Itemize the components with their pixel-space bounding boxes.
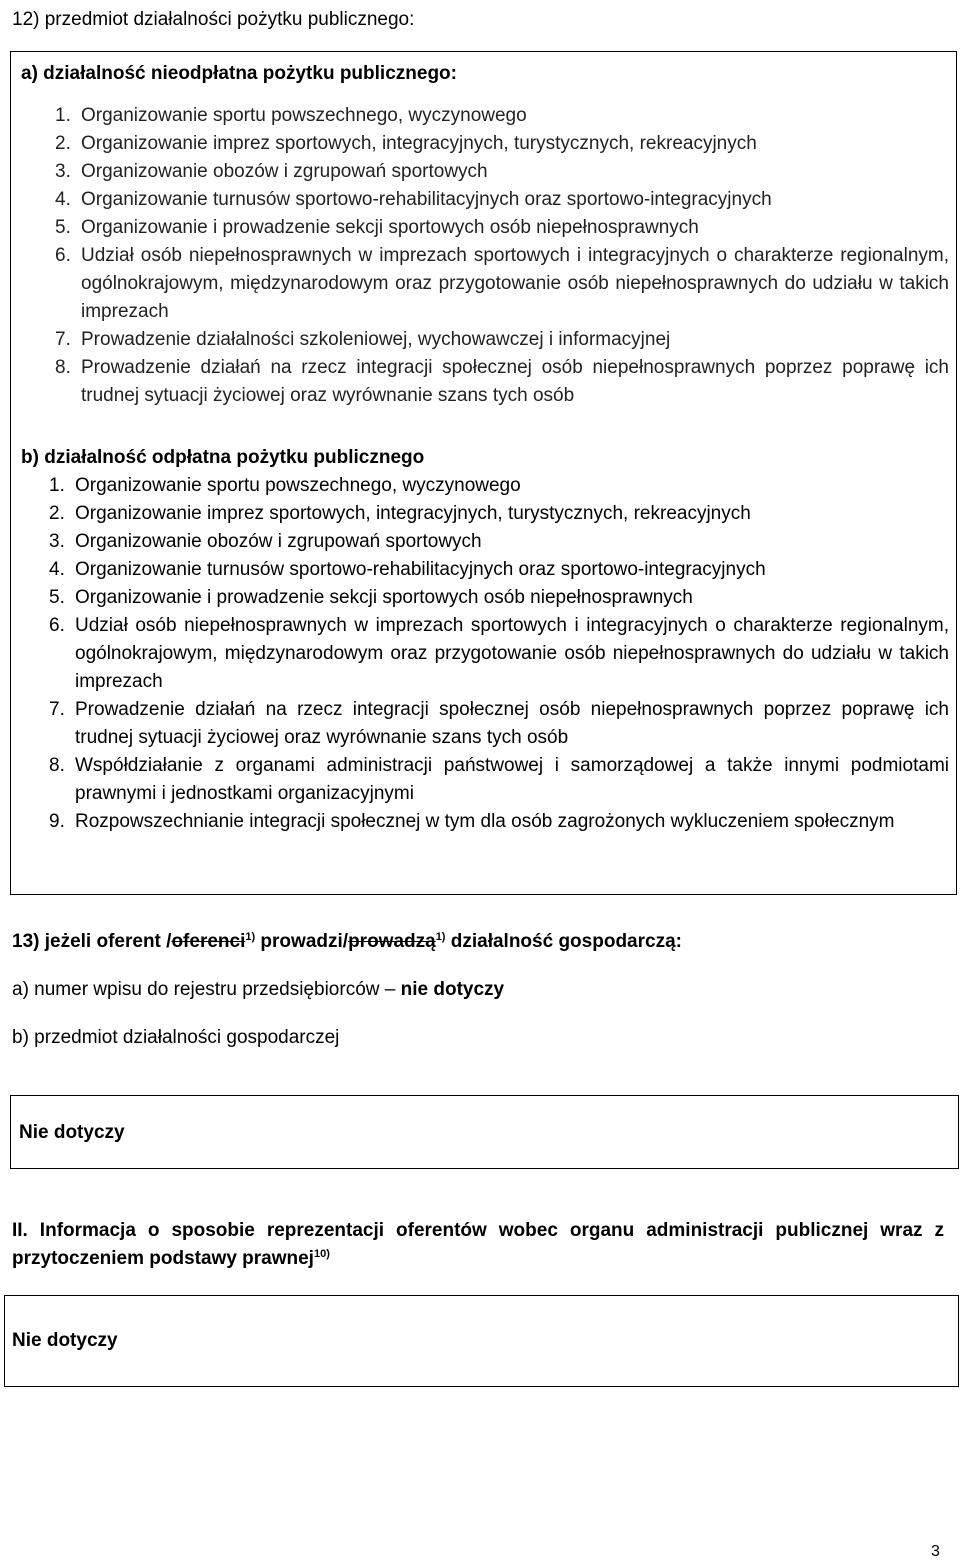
list-item-text: Organizowanie sportu powszechnego, wyczynowego [81,105,527,126]
list-item-text: Organizowanie turnusów sportowo-rehabilitacyjnych oraz sportowo-integracyjnych [81,189,772,210]
list-item-number: 8. [49,755,65,776]
list-item [49,612,949,696]
list-item-number: 2. [49,503,65,524]
list-item-number: 3. [49,531,65,552]
section-II-box-value: Nie dotyczy [12,1330,118,1351]
list-item-number: 8. [55,357,71,378]
section-12b-heading: b) działalność odpłatna pożytku publicznego [21,447,425,468]
list-item-text: Organizowanie imprez sportowych, integracyjnych, turystycznych, rekreacyjnych [81,133,757,154]
list-item [49,500,949,528]
list-item-number: 7. [49,699,65,720]
list-item-text: Udział osób niepełnosprawnych w imprezach sportowych i integracyjnych o charakterze regionalnym, ogólnokrajowym, międzynarodowym oraz przygotowanie osób niepełnosprawnych do udziału w takich imprezach [75,615,949,692]
list-item [55,242,949,326]
list-item-number: 7. [55,329,71,350]
list-item [55,214,949,242]
list-item [55,130,949,158]
list-item [55,354,949,410]
list-item [49,584,949,612]
list-item-number: 2. [55,133,71,154]
list-item-text: Rozpowszechnianie integracji społecznej w tym dla osób zagrożonych wykluczeniem społecznym [75,811,895,832]
list-item-number: 1. [49,475,65,496]
page-number: 3 [931,1543,940,1560]
section-12a-list [55,102,949,410]
list-item-number: 1. [55,105,71,126]
section-12a-heading: a) działalność nieodpłatna pożytku publicznego: [21,63,457,84]
list-item-text: Udział osób niepełnosprawnych w imprezach sportowych i integracyjnych o charakterze regionalnym, ogólnokrajowym, międzynarodowym oraz przygotowanie osób niepełnosprawnych do udziału w takich imprezach [81,245,949,322]
list-item-text: Prowadzenie działalności szkoleniowej, wychowawczej i informacyjnej [81,329,671,350]
list-item-text: Organizowanie turnusów sportowo-rehabilitacyjnych oraz sportowo-integracyjnych [75,559,766,580]
list-item [49,808,949,836]
list-item [49,696,949,752]
list-item [55,326,949,354]
section-13a-line [12,976,504,1004]
section-13-heading: 13) jeżeli oferent /oferenci$^{1)}$ prowadzi/prowadzą$^{1)}$ działalność gospodarczą: [12,931,682,952]
list-item-text: Organizowanie obozów i zgrupowań sportowych [81,161,488,182]
list-item-number: 6. [55,245,71,266]
list-item-text: Prowadzenie działań na rzecz integracji społecznej osób niepełnosprawnych poprzez poprawę ich trudnej sytuacji życiowej oraz wyrównanie szans tych osób [75,699,949,748]
list-item [49,752,949,808]
list-item-number: 3. [55,161,71,182]
list-item-number: 9. [49,811,65,832]
list-item-text: Prowadzenie działań na rzecz integracji społecznej osób niepełnosprawnych poprzez poprawę ich trudnej sytuacji życiowej oraz wyrównanie szans tych osób [81,357,949,406]
list-item [55,102,949,130]
section-12-box [10,51,957,895]
list-item [55,158,949,186]
list-item-text: Organizowanie i prowadzenie sekcji sportowych osób niepełnosprawnych [75,587,693,608]
list-item-text: Organizowanie sportu powszechnego, wyczynowego [75,475,521,496]
section-12-heading: 12) przedmiot działalności pożytku publicznego: [12,9,415,30]
list-item [49,556,949,584]
section-13a-value: nie dotyczy [400,979,505,1000]
section-13a-label: a) numer wpisu do rejestru przedsiębiorców – [12,979,401,1000]
list-item-text: Organizowanie obozów i zgrupowań sportowych [75,531,482,552]
section-13b-box [10,1095,959,1169]
list-item [49,472,949,500]
list-item-text: Współdziałanie z organami administracji państwowej i samorządowej a także innymi podmiotami prawnymi i jednostkami organizacyjnymi [75,755,949,804]
list-item-number: 5. [55,217,71,238]
section-II-heading: II. Informacja o sposobie reprezentacji oferentów wobec organu administracji publicznej wraz z przytoczeniem podstawy prawnej$^{10)}$ [12,1220,944,1269]
section-13b-box-value: Nie dotyczy [19,1122,125,1143]
list-item-text: Organizowanie i prowadzenie sekcji sportowych osób niepełnosprawnych [81,217,699,238]
list-item-number: 4. [49,559,65,580]
list-item [49,528,949,556]
list-item-number: 6. [49,615,65,636]
list-item-number: 4. [55,189,71,210]
section-13b-label: b) przedmiot działalności gospodarczej [12,1027,340,1048]
section-12b-list [49,472,949,836]
list-item [55,186,949,214]
section-II-box [4,1295,959,1387]
list-item-number: 5. [49,587,65,608]
list-item-text: Organizowanie imprez sportowych, integracyjnych, turystycznych, rekreacyjnych [75,503,751,524]
